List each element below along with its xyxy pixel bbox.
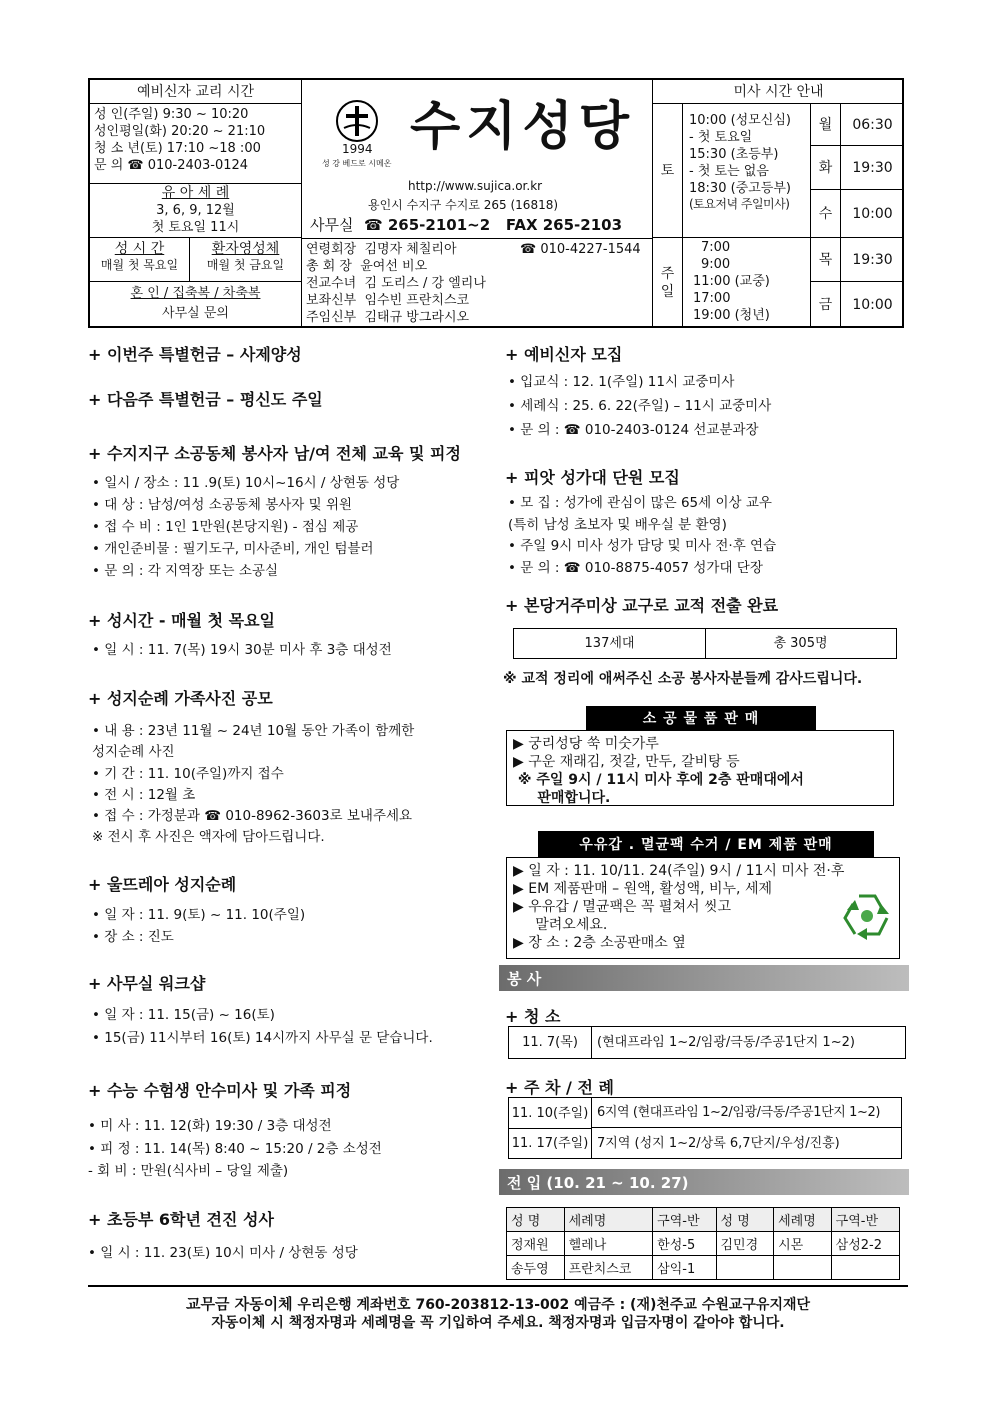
list-item: • 문 의 : ☎ 010-8875-4057 성가대 단장 xyxy=(508,560,763,576)
staff-row: 총 회 장 윤여선 비오 xyxy=(306,259,428,274)
sick-communion xyxy=(190,238,302,282)
parking-table xyxy=(508,1097,902,1159)
list-item: • 기 간 : 11. 10(주일)까지 접수 xyxy=(92,766,284,782)
bank-account: 우리은행 계좌번호 760-203812-13-002 예금주 : (재)천주교 수원교구유지재단 xyxy=(292,1297,811,1313)
wedding-blessing xyxy=(90,282,302,328)
office-fax: FAX 265-2103 xyxy=(505,216,623,234)
list-item: • 일 시 : 11. 23(토) 10시 미사 / 상현동 성당 xyxy=(88,1245,358,1261)
table-cell xyxy=(716,1256,774,1280)
church-logo xyxy=(334,98,380,144)
office-contact xyxy=(310,214,622,235)
weekday-time: 06:30 xyxy=(840,104,904,146)
list-item: • 문 의 : 각 지역장 또는 소공실 xyxy=(92,563,279,579)
list-item: • 개인준비물 : 필기도구, 미사준비, 개인 텀블러 xyxy=(92,541,374,557)
footer-divider xyxy=(88,1285,908,1287)
mass-line: - 첫 토요일 xyxy=(689,130,753,145)
infant-baptism xyxy=(90,184,302,238)
parking-date: 11. 10(주일) xyxy=(509,1098,592,1129)
catechism-row: 성 인(주일) 9:30 ~ 10:20 xyxy=(94,107,249,122)
list-item: 판매합니다. xyxy=(513,790,611,806)
special-offering-next-week: + 다음주 특별헌금 – 평신도 주일 xyxy=(88,390,323,409)
list-item: • 일시 / 장소 : 11 .9(토) 10시~16시 / 상현동 성당 xyxy=(92,475,400,491)
section-title: + 울뜨레아 성지순례 xyxy=(88,875,237,894)
saturday-masses xyxy=(682,104,810,238)
table-cell: 송두영 xyxy=(507,1256,565,1280)
list-item: (특히 남성 초보자 및 배우실 분 환영) xyxy=(508,517,727,533)
saturday-label: 토 xyxy=(652,104,682,238)
weekday-label: 수 xyxy=(810,190,840,238)
staff-list xyxy=(302,238,652,328)
list-item: • 주일 9시 미사 성가 담당 및 미사 전·후 연습 xyxy=(508,538,777,554)
list-item: • 입교식 : 12. 1(주일) 11시 교중미사 xyxy=(508,374,735,390)
table-header: 세례명 xyxy=(564,1208,653,1232)
staff-row: 주임신부 김태규 방그라시오 xyxy=(306,310,470,325)
mass-line: 10:00 (성모신심) xyxy=(689,113,791,128)
address: 용인시 수지구 수지로 265 (16818) xyxy=(368,198,559,212)
list-item: • 15(금) 11시부터 16(토) 14시까지 사무실 문 닫습니다. xyxy=(92,1030,433,1046)
holy-hour xyxy=(90,238,190,282)
staff-row: 전교수녀 김 도리스 / 강 엘리나 xyxy=(306,276,486,291)
sick-communion-value: 매월 첫 금요일 xyxy=(206,258,285,272)
table-cell: 시몬 xyxy=(774,1232,832,1256)
sick-communion-title: 환자영성체 xyxy=(211,241,280,257)
church-name: 수지성당 xyxy=(410,97,635,157)
list-item: • 피 정 : 11. 14(목) 8:40 ~ 15:20 / 2층 소성전 xyxy=(88,1141,382,1157)
list-item: ▶ 궁리성당 쑥 미숫가루 xyxy=(513,736,659,752)
mass-line: 17:00 xyxy=(693,291,731,306)
table-cell: 김민경 xyxy=(716,1232,774,1256)
list-item: 말려오세요. xyxy=(513,917,608,933)
table-header: 세례명 xyxy=(774,1208,832,1232)
list-item: ※ 주일 9시 / 11시 미사 후에 2층 판매대에서 xyxy=(513,772,804,788)
staff-row: 보좌신부 임수빈 프란치스코 xyxy=(306,293,470,308)
footer-line2: 자동이체 시 책정자명과 세례명을 꼭 기입하여 주세요. 책정자명과 입금자명이 같아야 합니다. xyxy=(211,1315,785,1331)
weekday-time: 19:30 xyxy=(840,238,904,282)
holy-hour-title: 성 시 간 xyxy=(114,241,165,257)
mass-line: - 첫 토는 없음 xyxy=(689,164,769,179)
section-title: + 예비신자 모집 xyxy=(505,345,623,364)
recycling-title: 우유갑 . 멸균팩 수거 / EM 제품 판매 xyxy=(538,831,874,857)
weekday-label: 월 xyxy=(810,104,840,146)
catechism-row: 문 의 ☎ 010-2403-0124 xyxy=(94,158,249,173)
households-count: 137세대 xyxy=(514,629,706,658)
table-cell: 헬레나 xyxy=(564,1232,653,1256)
sunday-label: 주 일 xyxy=(652,238,682,328)
office-label: 사무실 xyxy=(310,216,354,234)
thanks-note: ※ 교적 정리에 애써주신 소공 봉사자분들께 감사드립니다. xyxy=(503,671,863,687)
cleaning-table xyxy=(508,1026,906,1059)
table-cell xyxy=(774,1256,832,1280)
mass-line: 11:00 (교중) xyxy=(693,274,770,289)
logo-motto: 성 강 베드로 시메온 xyxy=(322,159,392,168)
section-title: + 수능 수험생 안수미사 및 가족 피정 xyxy=(88,1081,352,1100)
list-item: • 미 사 : 11. 12(화) 19:30 / 3층 대성전 xyxy=(88,1118,332,1134)
people-count: 총 305명 xyxy=(773,636,828,651)
list-item: • 접 수 비 : 1인 1만원(본당지원) - 점심 제공 xyxy=(92,519,359,535)
logo-year: 1994 xyxy=(342,142,373,156)
section-title: + 피앗 성가대 단원 모집 xyxy=(505,468,680,487)
parking-date: 11. 17(주일) xyxy=(509,1128,592,1158)
recycle-icon xyxy=(837,888,897,944)
wedding-value: 사무실 문의 xyxy=(162,306,229,321)
office-phone: ☎ 265-2101~2 xyxy=(363,216,491,234)
goods-sale-box xyxy=(506,730,894,806)
list-item: • 전 시 : 12월 초 xyxy=(92,787,196,803)
transfer-in-table xyxy=(506,1207,900,1280)
table-header: 성 명 xyxy=(507,1208,565,1232)
catechism-row: 성인평일(화) 20:20 ~ 21:10 xyxy=(94,124,266,139)
table-cell: 프란치스코 xyxy=(564,1256,653,1280)
note: ※ 전시 후 사진은 액자에 담아드립니다. xyxy=(92,829,325,845)
list-item: • 일 자 : 11. 15(금) ~ 16(토) xyxy=(92,1007,275,1023)
recycling-box xyxy=(506,857,900,959)
table-header: 성 명 xyxy=(716,1208,774,1232)
mass-line: 7:00 xyxy=(701,240,731,255)
mass-line: (토요저녁 주일미사) xyxy=(689,197,790,211)
cleaning-title: + 청 소 xyxy=(505,1007,561,1026)
church-logo-icon xyxy=(334,98,380,144)
list-item: ▶ EM 제품판매 – 원액, 활성액, 비누, 세제 xyxy=(513,881,773,897)
list-item: ▶ 우유갑 / 멸균팩은 꼭 펼쳐서 씻고 xyxy=(513,899,731,915)
list-item: - 회 비 : 만원(식사비 – 당일 제출) xyxy=(88,1163,289,1179)
list-item: • 대 상 : 남성/여성 소공동체 봉사자 및 위원 xyxy=(92,497,353,513)
mass-line: 15:30 (초등부) xyxy=(689,147,779,162)
goods-sale-title: 소 공 물 품 판 매 xyxy=(586,706,816,730)
mass-line: 9:00 xyxy=(701,257,731,272)
website: http://www.sujica.or.kr xyxy=(408,179,543,193)
holy-hour-value: 매월 첫 목요일 xyxy=(100,258,179,272)
parking-area: 6지역 (현대프라임 1~2/임광/극동/주공1단지 1~2) xyxy=(597,1105,881,1120)
list-item: • 일 자 : 11. 9(토) ~ 11. 10(주일) xyxy=(92,907,306,923)
section-title: + 성시간 - 매월 첫 목요일 xyxy=(88,611,276,630)
infant-baptism-title: 유 아 세 례 xyxy=(161,185,230,201)
mass-times-title: 미사 시간 안내 xyxy=(652,80,904,104)
catechism-schedule xyxy=(90,104,302,184)
table-header: 구역-반 xyxy=(831,1208,899,1232)
staff-row: 연령회장 김명자 체칠리아 ☎ 010-4227-1544 xyxy=(306,242,641,257)
special-offering-this-week: + 이번주 특별헌금 – 사제양성 xyxy=(88,345,302,364)
sunday-masses xyxy=(682,238,810,328)
list-item: • 일 시 : 11. 7(목) 19시 30분 미사 후 3층 대성전 xyxy=(92,642,392,658)
weekday-time: 19:30 xyxy=(840,146,904,190)
section-title: + 본당거주미상 교구로 교적 전출 완료 xyxy=(505,596,779,615)
table-cell: 정재원 xyxy=(507,1232,565,1256)
weekday-time: 10:00 xyxy=(840,190,904,238)
list-item: • 내 용 : 23년 11월 ~ 24년 10월 동안 가족이 함께한 xyxy=(92,723,415,739)
infant-baptism-months: 3, 6, 9, 12월 xyxy=(156,203,235,218)
weekday-label: 금 xyxy=(810,282,840,328)
weekday-label: 목 xyxy=(810,238,840,282)
section-title: + 사무실 워크샵 xyxy=(88,974,206,993)
list-item: ▶ 장 소 : 2층 소공판매소 옆 xyxy=(513,935,686,951)
mass-line: 18:30 (중고등부) xyxy=(689,181,791,196)
catechism-row: 청 소 년(토) 17:10 ~18 :00 xyxy=(94,141,261,156)
weekday-time: 10:00 xyxy=(840,282,904,328)
table-row xyxy=(507,1232,900,1256)
table-row xyxy=(507,1256,900,1280)
list-item: • 세례식 : 25. 6. 22(주일) – 11시 교중미사 xyxy=(508,398,772,414)
table-cell: 삼성2-2 xyxy=(831,1232,899,1256)
bulletin-header xyxy=(88,78,904,328)
transfer-count-table xyxy=(513,628,897,659)
list-item: ▶ 구운 재래김, 젓갈, 만두, 갈비탕 등 xyxy=(513,754,740,770)
catechism-title: 예비신자 교리 시간 xyxy=(90,80,302,104)
auto-transfer-label: 교무금 자동이체 xyxy=(185,1295,293,1313)
infant-baptism-time: 첫 토요일 11시 xyxy=(151,220,240,235)
cleaning-area: (현대프라임 1~2/임광/극동/주공1단지 1~2) xyxy=(597,1035,855,1050)
table-cell: 한성-5 xyxy=(653,1232,716,1256)
transfer-in-section-bar: 전 입 (10. 21 ~ 10. 27) xyxy=(499,1169,909,1195)
section-title: + 성지순례 가족사진 공모 xyxy=(88,689,273,708)
footer-line1 xyxy=(88,1293,908,1314)
church-title-area xyxy=(302,80,652,238)
list-item: • 접 수 : 가정분과 ☎ 010-8962-3603로 보내주세요 xyxy=(92,808,413,824)
cleaning-date: 11. 7(목) xyxy=(509,1027,592,1058)
table-cell xyxy=(831,1256,899,1280)
parking-liturgy-title: + 주 차 / 전 례 xyxy=(505,1078,614,1097)
list-item: ▶ 일 자 : 11. 10/11. 24(주일) 9시 / 11시 미사 전·후 xyxy=(513,863,845,879)
service-section-bar: 봉 사 xyxy=(499,965,909,991)
list-item: • 문 의 : ☎ 010-2403-0124 선교분과장 xyxy=(508,422,759,438)
weekday-label: 화 xyxy=(810,146,840,190)
mass-line: 19:00 (청년) xyxy=(693,308,770,323)
table-cell: 삼익-1 xyxy=(653,1256,716,1280)
parking-area: 7지역 (성지 1~2/상록 6,7단지/우성/진흥) xyxy=(597,1136,840,1151)
list-item: 성지순례 사진 xyxy=(92,744,175,760)
wedding-title: 혼 인 / 집축복 / 차축복 xyxy=(130,286,261,301)
list-item: • 모 집 : 성가에 관심이 많은 65세 이상 교우 xyxy=(508,495,772,511)
section-title: + 초등부 6학년 견진 성사 xyxy=(88,1210,274,1229)
table-header: 구역-반 xyxy=(653,1208,716,1232)
section-title: + 수지지구 소공동체 봉사자 남/여 전체 교육 및 피정 xyxy=(88,444,461,463)
list-item: • 장 소 : 진도 xyxy=(92,929,174,945)
